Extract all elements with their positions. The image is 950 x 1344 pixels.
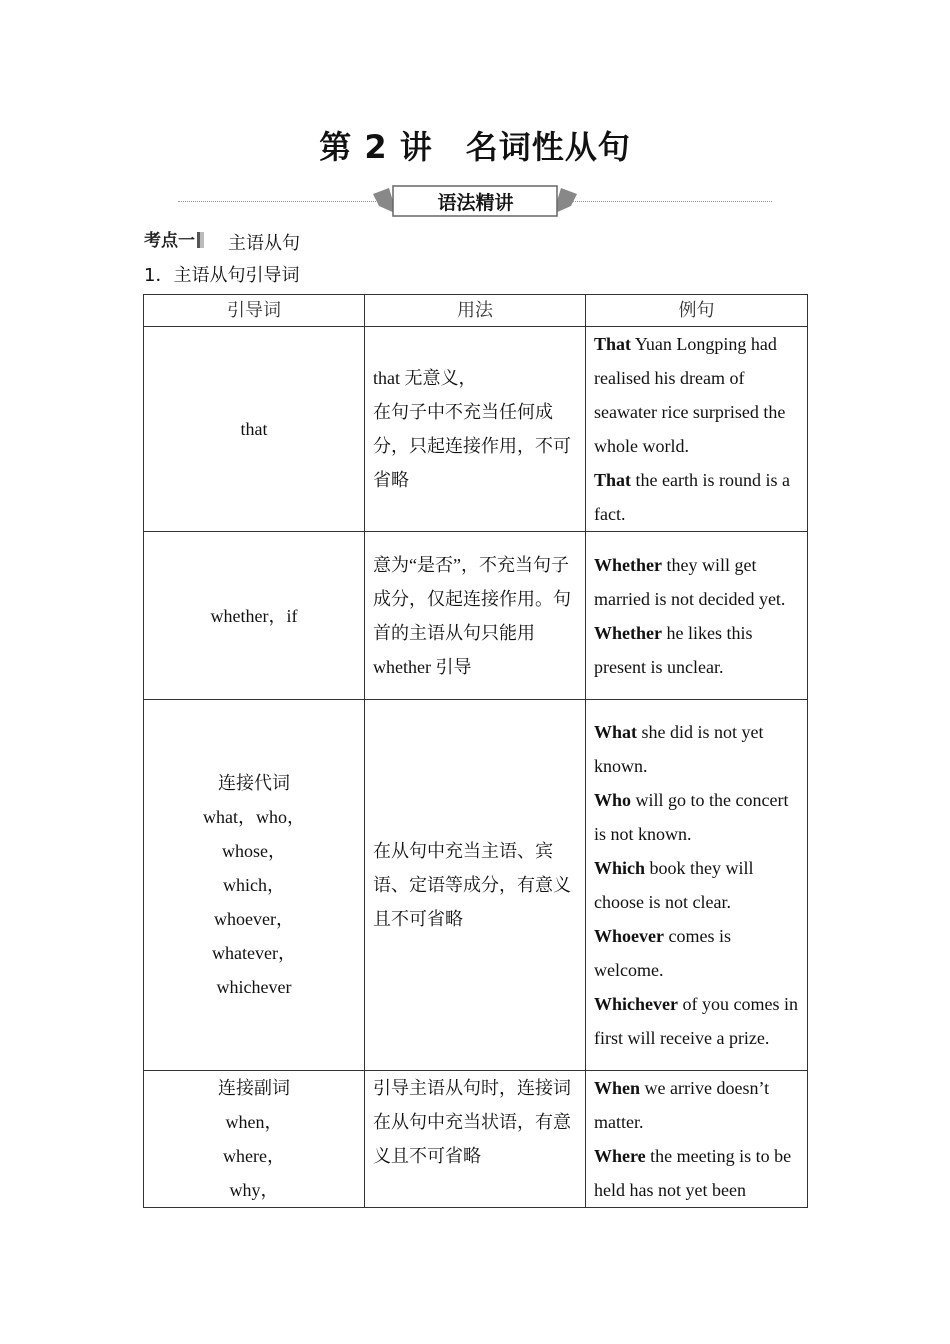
usage-text: 在句子中不充当任何成分，只起连接作用，不可省略 — [373, 402, 571, 490]
table-header-row — [144, 295, 808, 327]
example-keyword: Whether — [594, 622, 662, 643]
example-sentence — [594, 715, 799, 783]
cell-conjunction — [144, 1071, 365, 1208]
example-rest: they will get married is not decided yet. — [594, 554, 786, 609]
banner-divider-left — [178, 201, 378, 202]
example-sentence — [594, 1139, 799, 1207]
cell-examples — [586, 700, 808, 1071]
cell-usage — [365, 1071, 586, 1208]
table-row — [144, 327, 808, 532]
table-row — [144, 532, 808, 700]
example-keyword: When — [594, 1078, 641, 1098]
example-sentence — [594, 919, 799, 987]
kaodian-tag: 考点一 — [144, 231, 195, 251]
conjunction-table — [143, 294, 808, 1208]
example-sentence — [594, 548, 799, 616]
conjunction-word: when， — [225, 1112, 283, 1132]
conjunction-word: 连接代词 — [218, 773, 290, 793]
conjunction-word: whoever， — [214, 909, 294, 929]
banner-label: 语法精讲 — [437, 192, 514, 214]
cell-examples — [586, 532, 808, 700]
conjunction-word: whose， — [222, 841, 286, 861]
conjunction-word: that — [240, 419, 268, 439]
example-rest: of you comes in first will receive a prize. — [594, 994, 798, 1048]
example-keyword: Whichever — [594, 994, 678, 1014]
usage-text: that 无意义， — [373, 368, 477, 388]
cell-conjunction — [144, 327, 365, 532]
header-examples: 例句 — [586, 295, 808, 327]
conjunction-word: whatever， — [212, 943, 296, 963]
example-sentence — [594, 987, 799, 1055]
example-sentence — [594, 1071, 799, 1139]
example-sentence — [594, 851, 799, 919]
conjunction-word: 连接副词 — [218, 1078, 290, 1098]
usage-text: 意为“是否”，不充当句子成分，仅起连接作用。句首的主语从句只能用 whether 引导 — [373, 554, 571, 677]
cell-examples — [586, 327, 808, 532]
conjunction-word: what，who， — [203, 807, 305, 827]
example-keyword: What — [594, 722, 638, 742]
cell-examples — [586, 1071, 808, 1208]
cell-conjunction — [144, 532, 365, 700]
kaodian-marker-icon — [197, 232, 204, 248]
kaodian-heading — [144, 226, 300, 254]
section-banner — [178, 184, 772, 222]
example-keyword: Whether — [594, 554, 662, 575]
example-keyword: Where — [594, 1146, 646, 1166]
example-rest: will go to the concert is not known. — [594, 790, 789, 844]
cell-usage — [365, 700, 586, 1071]
example-rest: comes is welcome. — [594, 926, 731, 980]
cell-usage — [365, 532, 586, 700]
table-row — [144, 1071, 808, 1208]
table-row — [144, 700, 808, 1071]
example-sentence — [594, 616, 799, 684]
example-keyword: Who — [594, 790, 632, 810]
example-rest: the meeting is to be held has not yet been — [594, 1146, 792, 1200]
cell-conjunction — [144, 700, 365, 1071]
example-keyword: That — [594, 470, 632, 490]
example-sentence — [594, 327, 799, 463]
conjunction-word: whether，if — [210, 605, 298, 626]
banner-divider-right — [572, 201, 772, 202]
conjunction-word: whichever — [216, 977, 292, 997]
example-keyword: Whoever — [594, 926, 664, 946]
example-sentence — [594, 783, 799, 851]
usage-text: 在从句中充当主语、宾语、定语等成分，有意义且不可省略 — [373, 841, 571, 929]
example-rest: book they will choose is not clear. — [594, 858, 754, 912]
example-rest: we arrive doesn’t matter. — [594, 1078, 770, 1132]
cell-usage — [365, 327, 586, 532]
page-title: 第 2 讲 名词性从句 — [319, 128, 631, 166]
conjunction-word: where， — [223, 1146, 285, 1166]
example-rest: the earth is round is a fact. — [594, 470, 790, 524]
kaodian-title: 主语从句 — [228, 233, 300, 254]
header-words: 引导词 — [144, 295, 365, 327]
example-rest: she did is not yet known. — [594, 722, 764, 776]
header-usage: 用法 — [365, 295, 586, 327]
conjunction-word: why， — [229, 1180, 279, 1200]
usage-text: 引导主语从句时，连接词在从句中充当状语，有意义且不可省略 — [373, 1078, 571, 1166]
conjunction-word: which， — [223, 875, 285, 895]
example-rest: Yuan Longping had realised his dream of seawater rice surprised the whole world. — [594, 334, 786, 456]
subheading: 1．主语从句引导词 — [144, 265, 300, 286]
example-keyword: That — [594, 334, 632, 354]
example-keyword: Which — [594, 858, 646, 878]
example-rest: he likes this present is unclear. — [594, 622, 753, 677]
example-sentence — [594, 463, 799, 531]
